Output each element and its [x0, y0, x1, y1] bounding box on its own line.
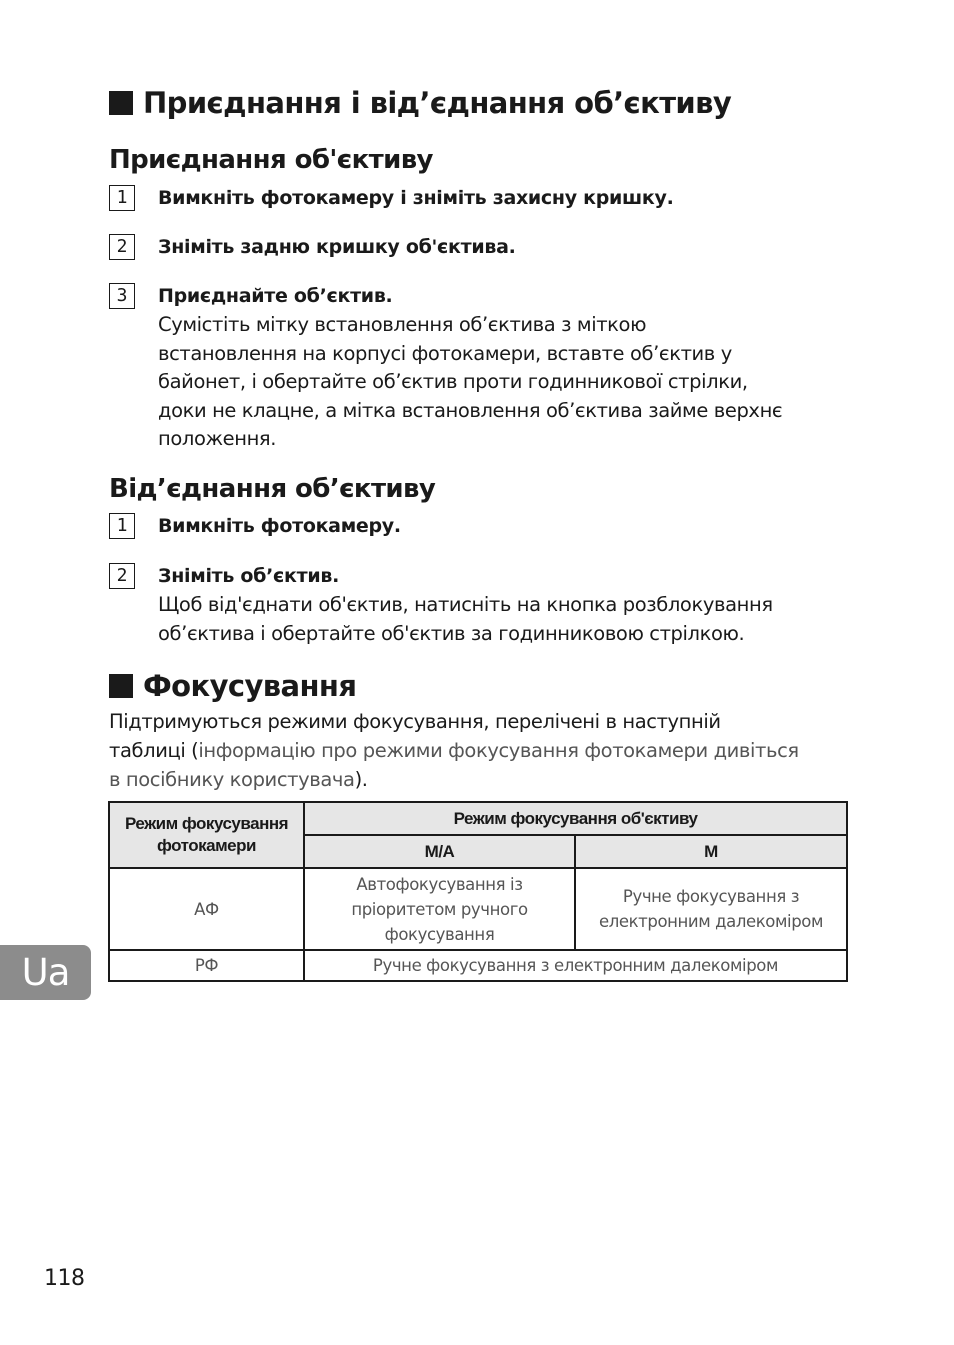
- step-body-line: об’єктива і обертайте об'єктив за годинниковою стрілкою.: [158, 621, 745, 645]
- header-lens-focus-mode: Режим фокусування об'єктиву: [304, 802, 847, 835]
- cell-rf-label: РФ: [109, 950, 304, 981]
- intro-reference-text: в посібнику користувача: [109, 768, 355, 791]
- step-number-box: 2: [109, 234, 135, 260]
- step-body-line: встановлення на корпусі фотокамери, вставте об’єктив у: [158, 341, 732, 365]
- section-heading-focus: [109, 669, 356, 703]
- cell-af-label: АФ: [109, 868, 304, 950]
- step-body-line: положення.: [158, 427, 277, 451]
- cell-text-line: електронним далекоміром: [598, 912, 824, 931]
- step-body-line: доки не клацне, а мітка встановлення об’єктива займе верхнє: [158, 398, 783, 422]
- focus-modes-table: [108, 801, 848, 982]
- intro-reference-text: інформацію про режими фокусування фотокамери дивіться: [198, 739, 799, 762]
- step-title: Вимкніть фотокамеру і зніміть захисну кришку.: [158, 187, 674, 209]
- step-body-line: Щоб від'єднати об'єктив, натисніть на кнопка розблокування: [158, 593, 773, 616]
- cell-text-line: фокусування: [384, 924, 495, 944]
- table-row: [109, 950, 847, 981]
- square-bullet-icon: [109, 674, 133, 698]
- intro-text: таблиці (: [109, 739, 199, 762]
- step-body: [158, 311, 858, 454]
- header-m: M: [575, 835, 847, 868]
- step-number-box: 2: [109, 563, 135, 589]
- intro-line: [109, 736, 859, 765]
- intro-line: Підтримуються режими фокусування, перелічені в наступній: [109, 710, 721, 733]
- cell-text-line: пріоритетом ручного: [351, 899, 528, 919]
- section-heading-attach-text: Приєднання і від’єднання об’єктиву: [143, 86, 732, 120]
- step-number-box: 1: [109, 185, 135, 211]
- step-title: Вимкніть фотокамеру.: [158, 515, 401, 537]
- cell-af-m: [575, 868, 847, 950]
- step-body: [158, 591, 858, 648]
- header-ma: M/A: [304, 835, 575, 868]
- cell-rf-value: Ручне фокусування з електронним далекоміром: [304, 950, 847, 981]
- intro-line: [109, 765, 859, 794]
- page-number: 118: [44, 1266, 85, 1291]
- cell-text-line: Автофокусування із: [356, 874, 523, 894]
- subheading-attach-lens: Приєднання об'єктиву: [109, 145, 433, 175]
- header-camera-focus-mode: [109, 802, 304, 868]
- header-text-line: Режим фокусування: [124, 814, 289, 833]
- cell-text-line: Ручне фокусування з: [622, 887, 800, 906]
- section-heading-attach: [109, 86, 731, 120]
- header-text-line: фотокамери: [157, 836, 256, 855]
- table-row: [109, 868, 847, 950]
- intro-text: ).: [354, 768, 368, 791]
- cell-af-ma: [304, 868, 575, 950]
- subheading-detach-lens: Від’єднання об’єктиву: [109, 474, 436, 504]
- table-header-row: [109, 802, 847, 835]
- language-tab: Ua: [0, 945, 91, 1000]
- square-bullet-icon: [109, 91, 133, 115]
- step-number-box: 1: [109, 513, 135, 539]
- step-body-line: Сумістіть мітку встановлення об’єктива з міткою: [158, 313, 647, 336]
- step-title: Зніміть задню кришку об'єктива.: [158, 236, 516, 258]
- step-body-line: байонет, і обертайте об’єктив проти годинникової стрілки,: [158, 370, 748, 394]
- step-title: Приєднайте об’єктив.: [158, 285, 393, 307]
- focus-intro-paragraph: [109, 707, 859, 794]
- step-title: Зніміть об’єктив.: [158, 565, 339, 587]
- section-heading-focus-text: Фокусування: [143, 669, 357, 703]
- step-number-box: 3: [109, 283, 135, 309]
